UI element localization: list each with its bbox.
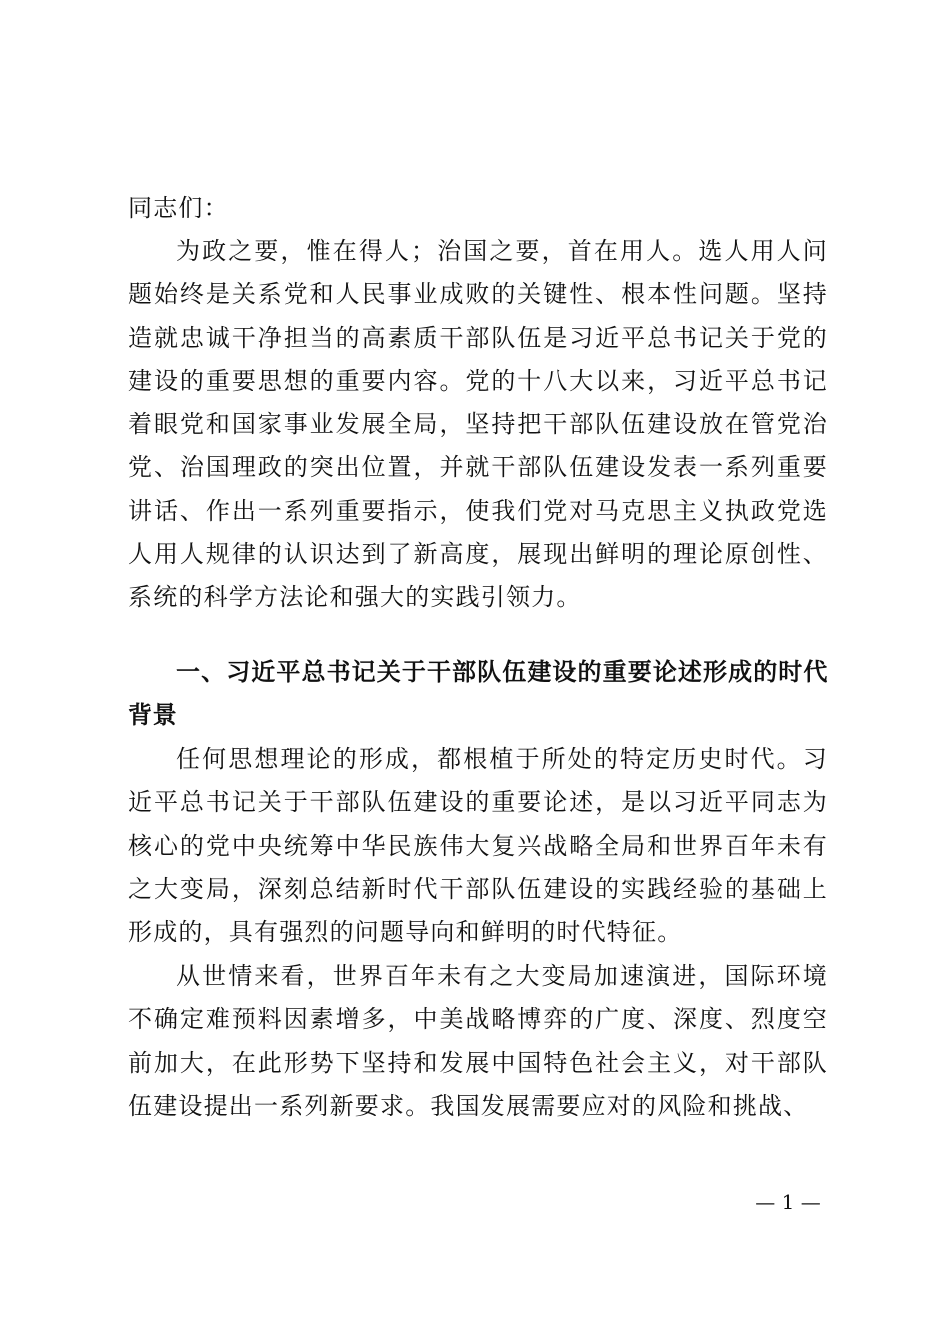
paragraph-world-situation: 从世情来看，世界百年未有之大变局加速演进，国际环境不确定难预料因素增多，中美战略博弈的广度、深度、烈度空前加大，在此形势下坚持和发展中国特色社会主义，对干部队伍建设提出一系列新要求。我国发展需要应对的风险和挑战、 — [128, 962, 828, 1120]
page-number: — 1 — — [755, 1190, 821, 1214]
salutation: 同志们： — [128, 194, 229, 222]
section-heading: 一、习近平总书记关于干部队伍建设的重要论述形成的时代背景 — [128, 658, 828, 730]
paragraph-background: 任何思想理论的形成，都根植于所处的特定历史时代。习近平总书记关于干部队伍建设的重要论述，是以习近平同志为核心的党中央统筹中华民族伟大复兴战略全局和世界百年未有之大变局，深刻总结新时代干部队伍建设的实践经验的基础上形成的，具有强烈的问题导向和鲜明的时代特征。 — [128, 745, 828, 947]
paragraph-intro: 为政之要，惟在得人；治国之要，首在用人。选人用人问题始终是关系党和人民事业成败的关键性、根本性问题。坚持造就忠诚干净担当的高素质干部队伍是习近平总书记关于党的建设的重要思想的重要内容。党的十八大以来，习近平总书记着眼党和国家事业发展全局，坚持把干部队伍建设放在管党治党、治国理政的突出位置，并就干部队伍建设发表一系列重要讲话、作出一系列重要指示，使我们党对马克思主义执政党选人用人规律的认识达到了新高度，展现出鲜明的理论原创性、系统的科学方法论和强大的实践引领力。 — [128, 237, 828, 612]
